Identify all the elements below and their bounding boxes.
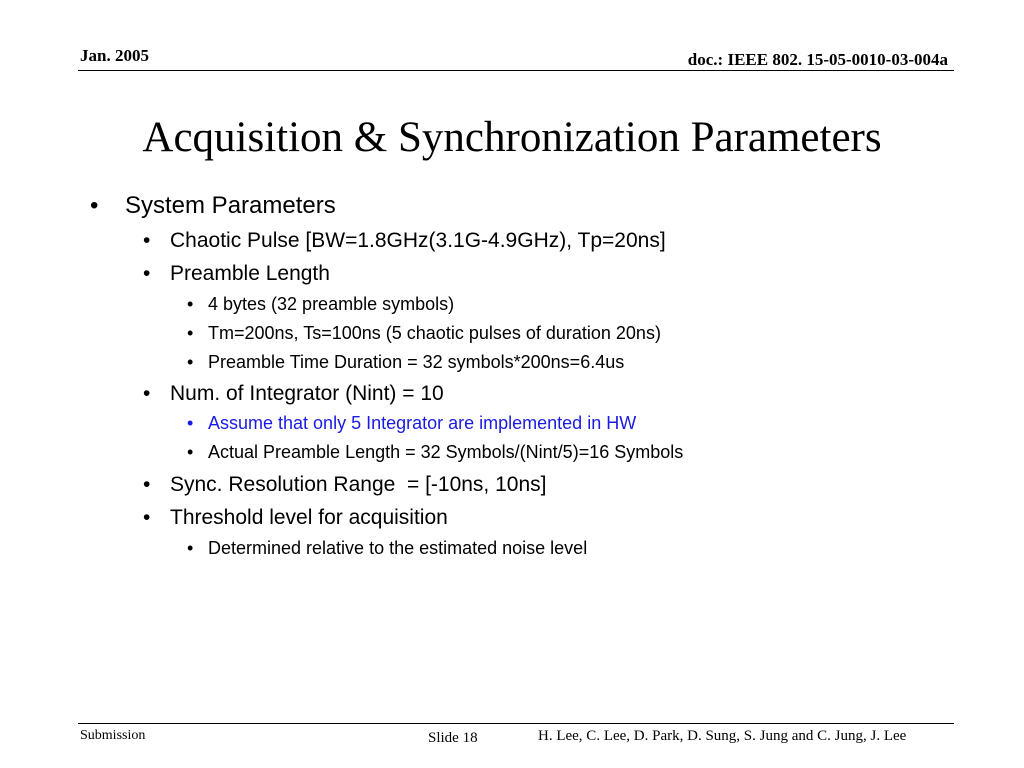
bullet-text: Num. of Integrator (Nint) = 10 [170,382,444,405]
bullet-text: Threshold level for acquisition [170,506,448,529]
bullet-text: Actual Preamble Length = 32 Symbols/(Nint/5)=16 Symbols [208,442,684,462]
slide-title: Acquisition & Synchronization Parameters [142,114,882,161]
bullet-item [143,381,444,407]
bullet-text: Assume that only 5 Integrator are implemented in HW [208,413,637,433]
bullet-glyph: • [187,413,194,433]
bullet-text: Determined relative to the estimated noise level [208,538,588,558]
bullet-item-highlighted [187,412,636,434]
bullet-glyph: • [187,323,194,343]
bullet-item [187,537,587,559]
bullet-item [187,351,624,373]
bullet-text: Sync. Resolution Range = [-10ns, 10ns] [170,473,547,496]
bullet-glyph: • [143,262,151,285]
bullet-glyph: • [143,473,151,496]
footer-submission: Submission [80,728,146,743]
bullet-item [187,293,454,315]
bullet-text: Preamble Time Duration = 32 symbols*200ns=6.4us [208,352,625,372]
bullet-glyph: • [143,382,151,405]
bullet-item [143,261,330,287]
bullet-glyph: • [143,229,151,252]
bullet-item [90,192,336,220]
bullet-item [143,472,546,498]
bullet-glyph: • [90,192,99,219]
bullet-glyph: • [187,442,194,462]
footer-authors: H. Lee, C. Lee, D. Park, D. Sung, S. Jung and C. Jung, J. Lee [538,728,907,744]
bullet-glyph: • [187,352,194,372]
bullet-glyph: • [187,294,194,314]
bullet-glyph: • [187,538,194,558]
bullet-text: 4 bytes (32 preamble symbols) [208,294,455,314]
footer-divider [78,723,954,724]
bullet-item [143,505,448,531]
footer-slide-number: Slide 18 [428,730,478,746]
bullet-text: Tm=200ns, Ts=100ns (5 chaotic pulses of duration 20ns) [208,323,661,343]
bullet-item [187,441,683,463]
bullet-item [187,322,661,344]
header-date: Jan. 2005 [80,46,149,65]
bullet-text: Chaotic Pulse [BW=1.8GHz(3.1G-4.9GHz), Tp=20ns] [170,229,666,252]
bullet-text: System Parameters [125,192,336,219]
bullet-text: Preamble Length [170,262,330,285]
bullet-item [143,228,666,254]
header-doc-id: doc.: IEEE 802. 15-05-0010-03-004a [687,50,948,69]
bullet-glyph: • [143,506,151,529]
